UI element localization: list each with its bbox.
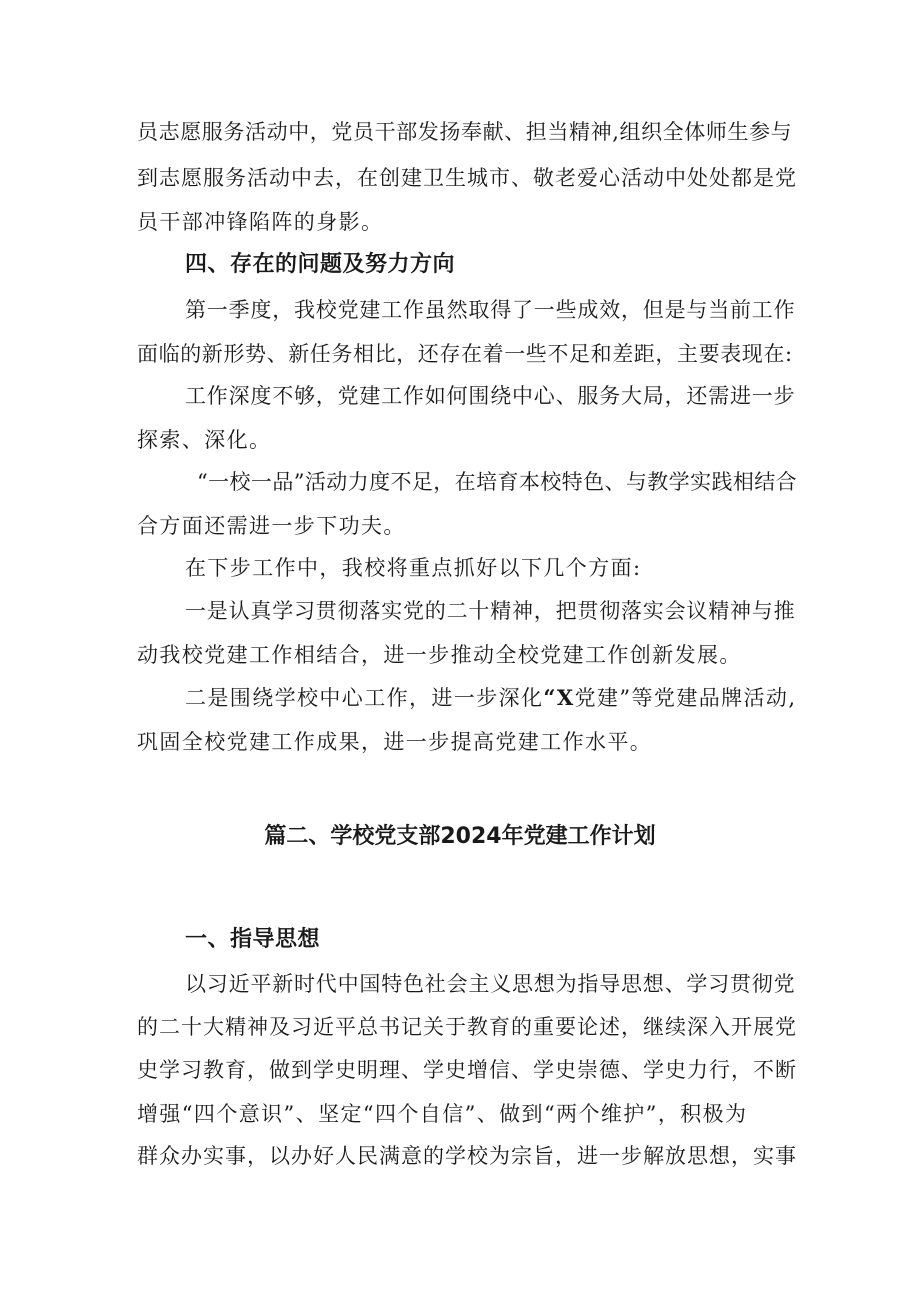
document-title: 篇二、学校党支部2024年党建工作计划 xyxy=(264,824,656,849)
paragraph-line: 第一季度，我校党建工作虽然取得了一些成效，但是与当前工作 xyxy=(185,298,796,322)
paragraph-line: 面临的新形势、新任务相比，还存在着一些不足和差距，主要表现在: xyxy=(137,342,793,366)
section-heading: 一、指导思想 xyxy=(185,927,321,952)
paragraph-line: 增强“四个意识”、坚定“四个自信”、做到“两个维护”，积极为 xyxy=(137,1102,748,1126)
paragraph-line: 一是认真学习贯彻落实党的二十精神，把贯彻落实会议精神与推 xyxy=(185,599,796,623)
paragraph-line: 员干部冲锋陷阵的身影。 xyxy=(137,210,384,234)
section-heading: 四、存在的问题及努力方向 xyxy=(185,252,456,277)
paragraph-line: 群众办实事，以办好人民满意的学校为宗旨，进一步解放思想，实事 xyxy=(137,1144,797,1168)
paragraph-line: 史学习教育，做到学史明理、学史增信、学史崇德、学史力行，不断 xyxy=(137,1058,797,1082)
text-run: 党建”等党建品牌活动, xyxy=(574,686,797,710)
paragraph-line: “一校一品”活动力度不足，在培育本校特色、与教学实践相结合 xyxy=(197,470,798,494)
text-run-bold: “X xyxy=(543,685,575,710)
paragraph-line xyxy=(185,683,797,713)
paragraph-line: 的二十大精神及习近平总书记关于教育的重要论述，继续深入开展党 xyxy=(137,1015,797,1039)
paragraph-line: 以习近平新时代中国特色社会主义思想为指导思想、学习贯彻党 xyxy=(185,972,796,996)
paragraph-line: 在下步工作中，我校将重点抓好以下几个方面: xyxy=(185,556,642,580)
text-run: 二是围绕学校中心工作，进一步深化 xyxy=(185,686,544,710)
paragraph-line: 探索、深化。 xyxy=(137,428,272,452)
paragraph-line: 合方面还需进一步下功夫。 xyxy=(137,514,406,538)
paragraph-line: 到志愿服务活动中去，在创建卫生城市、敬老爱心活动中处处都是党 xyxy=(137,166,797,190)
paragraph-line: 动我校党建工作相结合，进一步推动全校党建工作创新发展。 xyxy=(137,643,742,667)
paragraph-line: 员志愿服务活动中，党员干部发扬奉献、担当精神,组织全体师生参与 xyxy=(137,120,793,144)
paragraph-line: 工作深度不够，党建工作如何围绕中心、服务大局，还需进一步 xyxy=(185,384,796,408)
paragraph-line: 巩固全校党建工作成果，进一步提高党建工作水平。 xyxy=(137,730,653,754)
